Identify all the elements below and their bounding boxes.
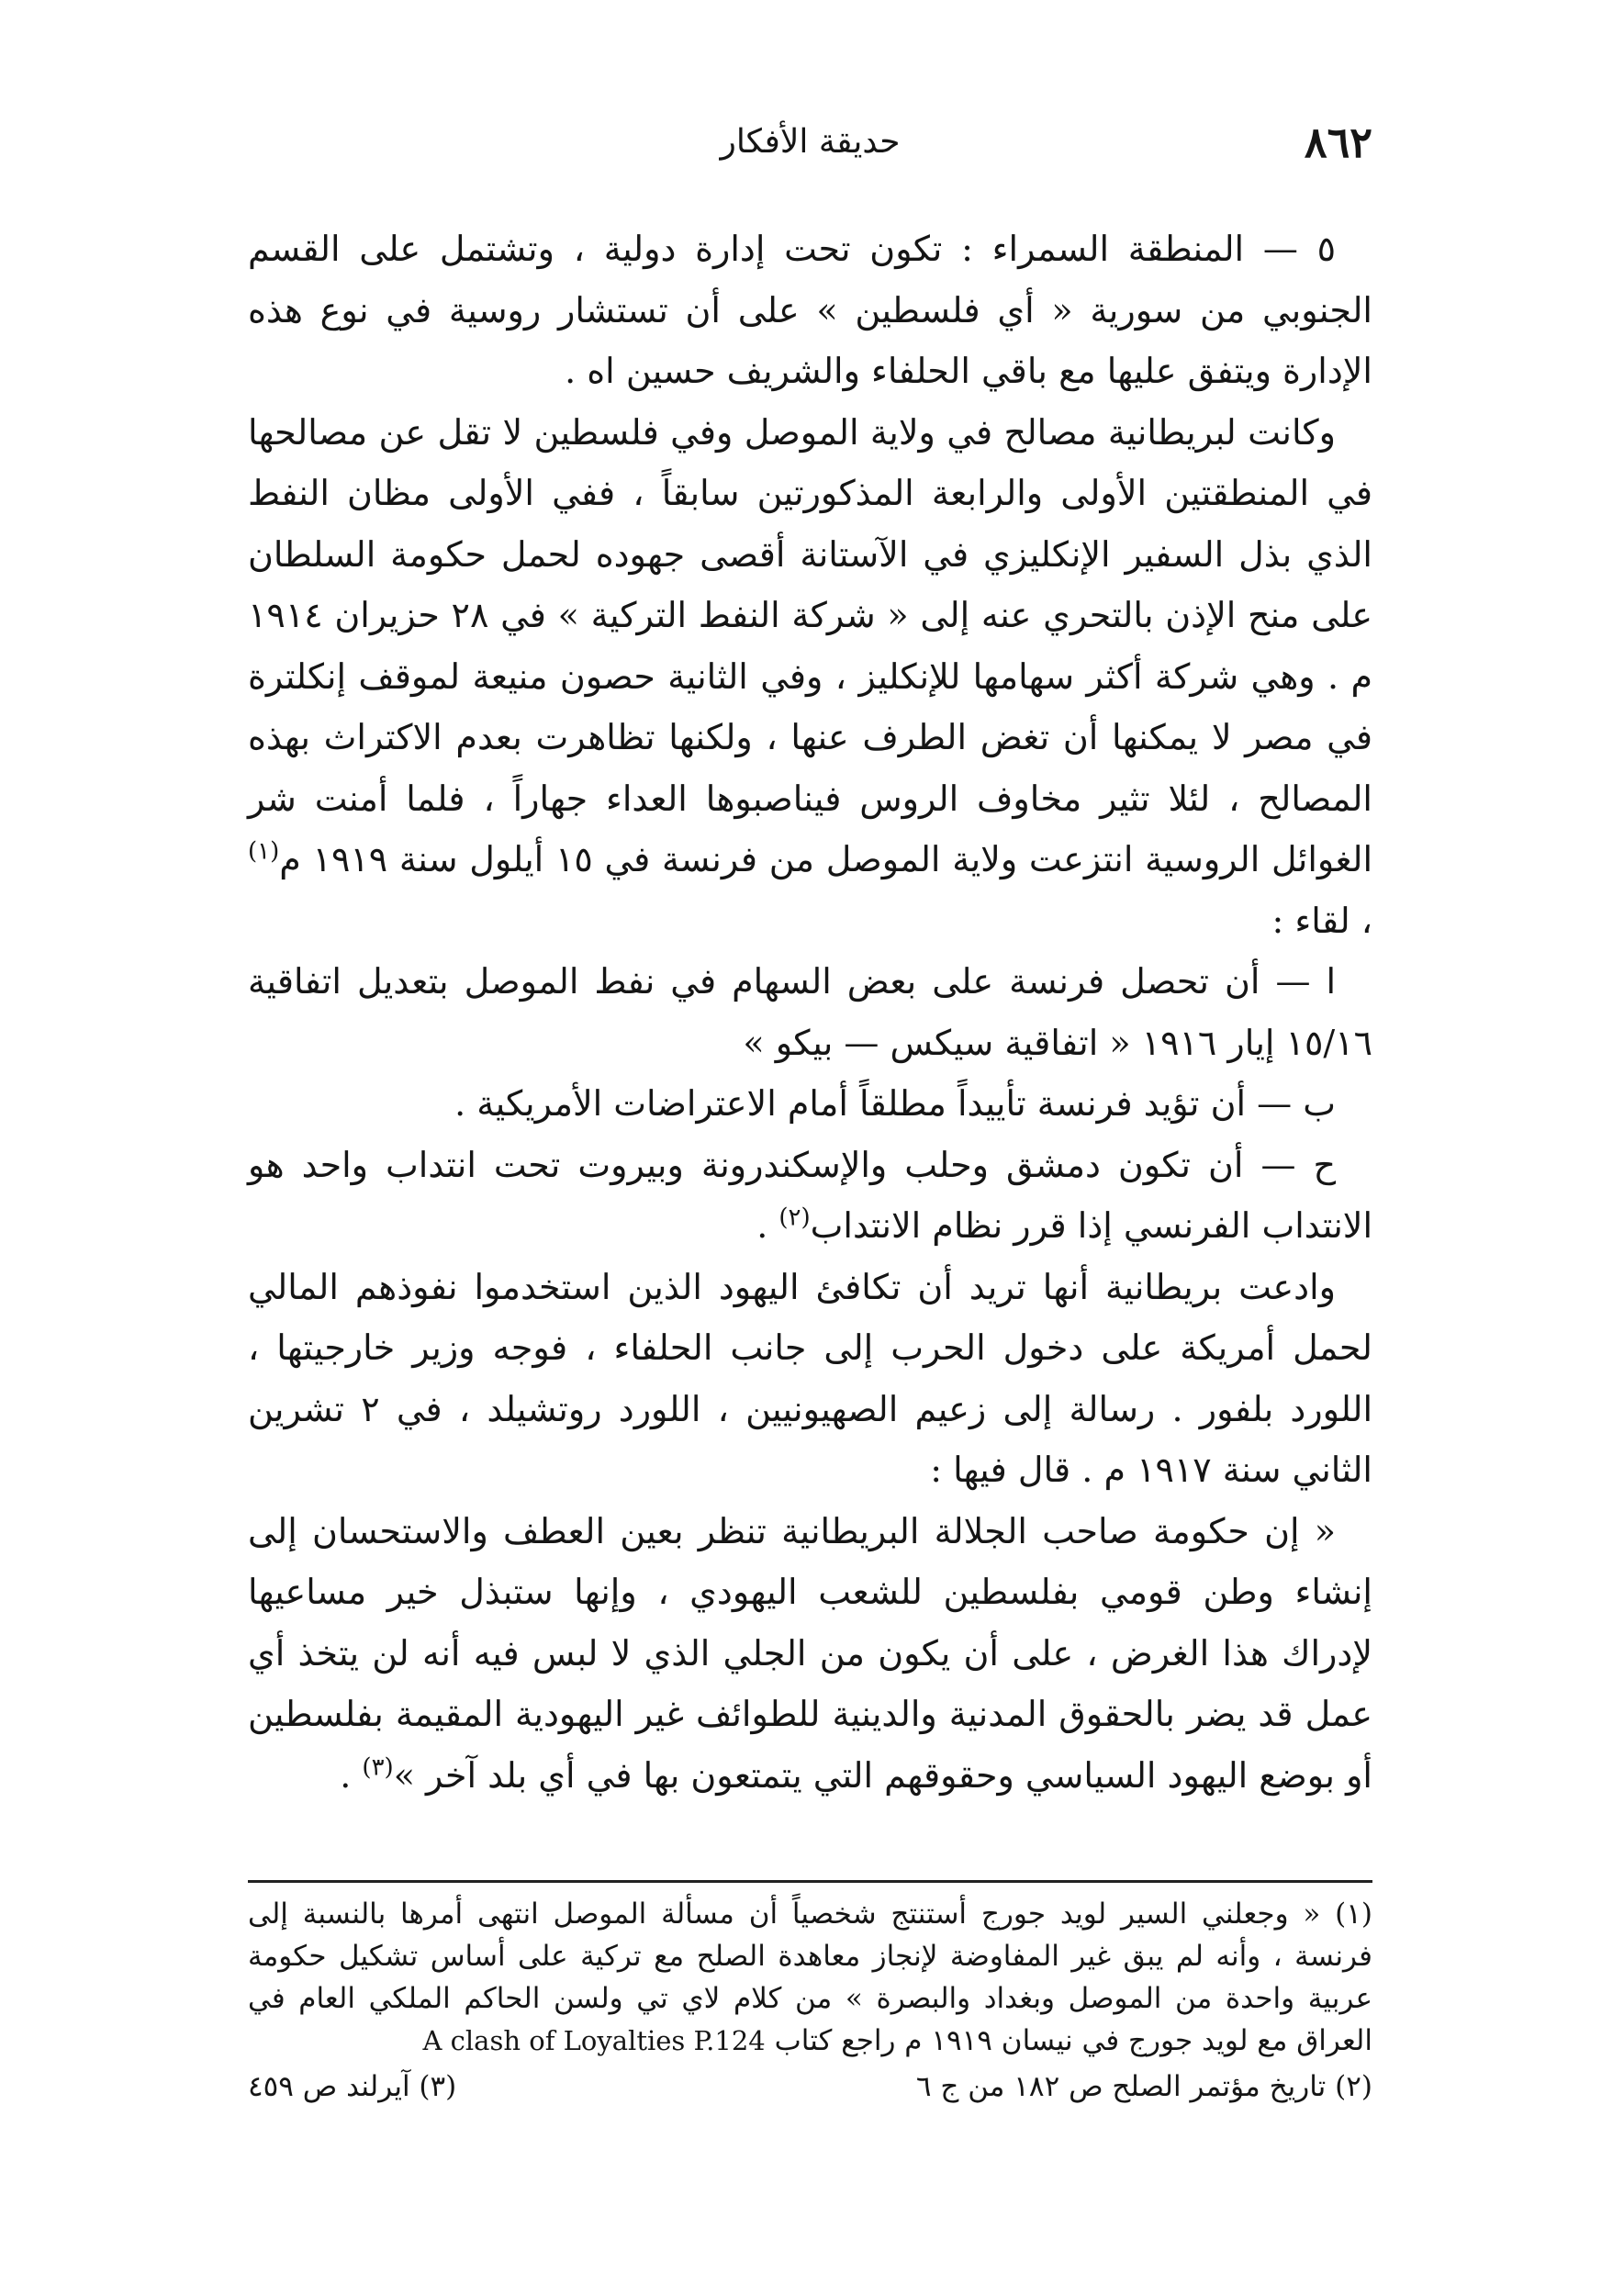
quote-text: « إن حكومة صاحب الجلالة البريطانية تنظر بعين العطف والاستحسان إلى إنشاء وطن قومي بفلسطين للشعب اليهودي ، وإنها ستبذل خير مساعيها لإدراك هذا الغرض ، على أن يكون من الجلي الذي لا لبس فيه أنه لن يتخذ أي عمل قد يضر بالحقوق المدنية والدينية للطوائف غير اليهودية المقيمة بفلسطين أو بوضع اليهود السياسي وحقوقهم التي يتمتعون بها في أي بلد آخر » (248, 1510, 1372, 1796)
paragraph-british-interests (248, 402, 1372, 952)
page-header (248, 118, 1372, 182)
quote-ending: . (340, 1754, 363, 1796)
list-item-a: ا — أن تحصل فرنسة على بعض السهام في نفط الموصل بتعديل اتفاقية ١٥/١٦ إيار ١٩١٦ « اتفاقية سيكس — بيكو » (248, 961, 1372, 1063)
footnote-1 (248, 1893, 1372, 2062)
list-item-c (248, 1135, 1372, 1257)
list-item-ending: . (756, 1205, 779, 1246)
paragraph-balfour: وادعت بريطانية أنها تريد أن تكافئ اليهود الذين استخدموا نفوذهم المالي لحمل أمريكة على دخول الحرب إلى جانب الحلفاء ، فوجه وزير خارجيتها ، اللورد بلفور . رسالة إلى زعيم الصهيونيين ، اللورد روتشيلد ، في ٢ تشرين الثاني سنة ١٩١٧ م . قال فيها : (248, 1266, 1372, 1490)
footnote-ref-2: (٢) (778, 1203, 811, 1232)
footnote-ref-3: (٣) (362, 1752, 394, 1781)
balfour-quote (248, 1501, 1372, 1807)
footnote-1-book-title: A clash of Loyalties P.124 (422, 2025, 766, 2056)
footnote-3: (٣) آيرلند ص ٤٥٩ (248, 2070, 457, 2103)
footnote-2: (٢) تاريخ مؤتمر الصلح ص ١٨٢ من ج ٦ (915, 2070, 1372, 2103)
paragraph-text: وكانت لبريطانية مصالح في ولاية الموصل وفي فلسطين لا تقل عن مصالحها في المنطقتين الأولى والرابعة المذكورتين سابقاً ، ففي الأولى مظان النفط الذي بذل السفير الإنكليزي في الآستانة أقصى جهوده لحمل حكومة السلطان على منح الإذن بالتحري عنه إلى « شركة النفط التركية » في ٢٨ حزيران ١٩١٤ م . وهي شركة أكثر سهامها للإنكليز ، وفي الثانية حصون منيعة لموقف إنكلترة في مصر لا يمكنها أن تغض الطرف عنها ، ولكنها تظاهرت بعدم الاكتراث بهذه المصالح ، لئلا تثير مخاوف الروس فيناصبوها العداء جهاراً ، فلما أمنت شر الغوائل الروسية انتزعت ولاية الموصل من فرنسة في ١٥ أيلول سنة ١٩١٩ م (248, 411, 1373, 879)
footnotes-2-3 (248, 2066, 1372, 2108)
page-number: ٨٦٢ (1304, 118, 1372, 167)
main-text (248, 218, 1372, 1806)
footnote-ref-1: (١) (248, 837, 280, 866)
footnote-1-text: (١) « وجعلني السير لويد جورج أستنتج شخصياً أن مسألة الموصل انتهى أمرها بالنسبة إلى فرنسة ، وأنه لم يبق غير المفاوضة لإنجاز معاهدة الصلح مع تركية على أساس تشكيل حكومة عربية واحدة من الموصل وبغداد والبصرة » من كلام لاي تي ولسن الحاكم الملكي العام في العراق مع لويد جورج في نيسان ١٩١٩ م راجع كتاب (248, 1898, 1372, 2057)
paragraph-zone-five: ٥ — المنطقة السمراء : تكون تحت إدارة دولية ، وتشتمل على القسم الجنوبي من سورية « أي فلسطين » على أن تستشار روسية في نوع هذه الإدارة ويتفق عليها مع باقي الحلفاء والشريف حسين اه . (248, 229, 1372, 391)
footnotes (248, 1893, 1372, 2108)
list-item-text: ح — أن تكون دمشق وحلب والإسكندرونة وبيروت تحت انتداب واحد هو الانتداب الفرنسي إذا قرر نظام الانتداب (248, 1144, 1372, 1246)
running-title: حديقة الأفكار (720, 123, 901, 161)
paragraph-ending: ، لقاء : (1271, 900, 1372, 941)
list-item-b: ب — أن تؤيد فرنسة تأييداً مطلقاً أمام الاعتراضات الأمريكية . (454, 1083, 1336, 1124)
footnote-divider (248, 1880, 1372, 1883)
